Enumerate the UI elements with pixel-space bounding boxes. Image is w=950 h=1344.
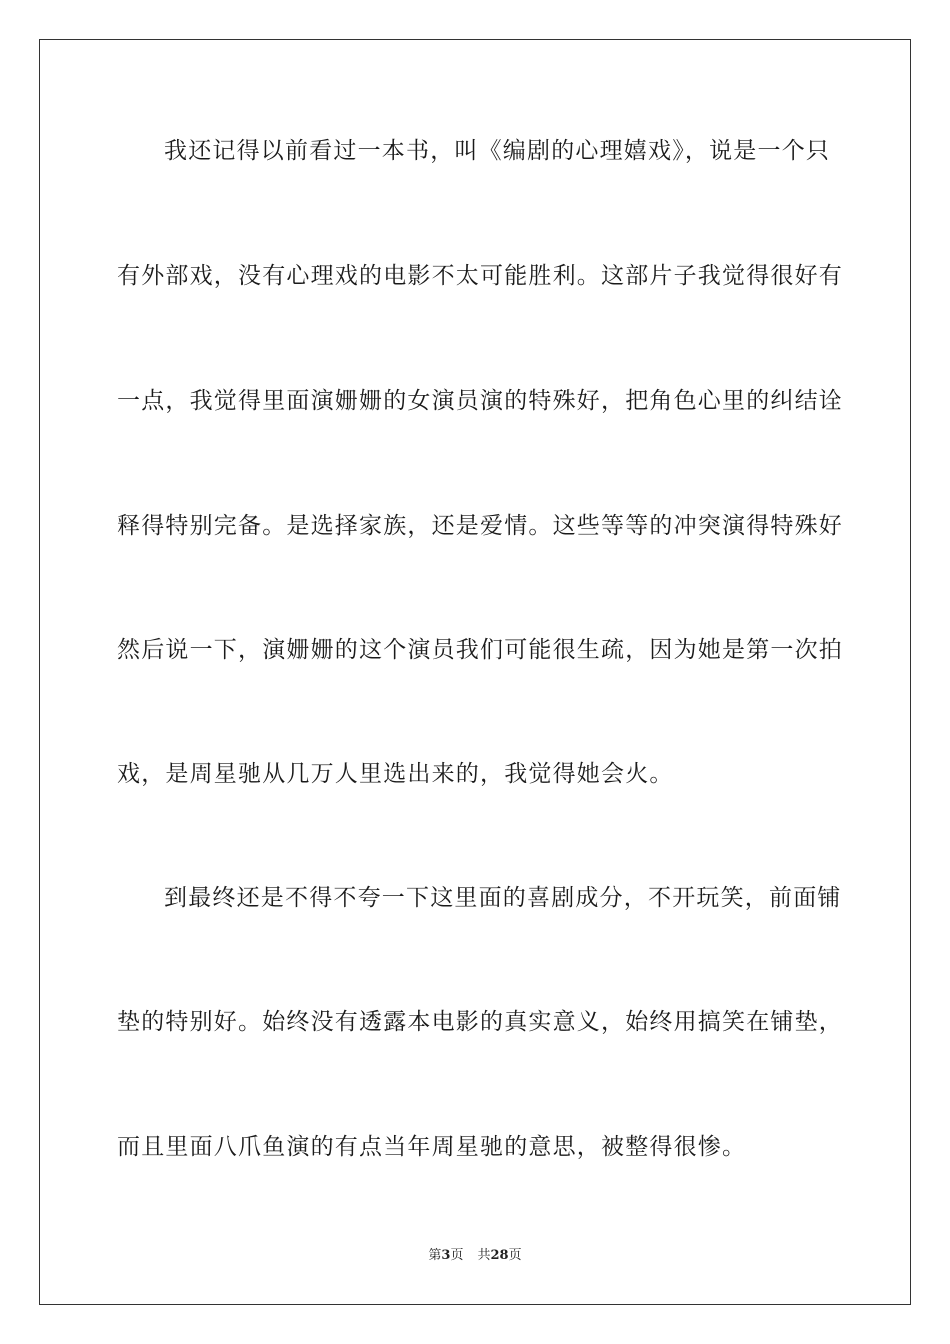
paragraph-1-line-3: 一点，我觉得里面演姗姗的女演员演的特殊好，把角色心里的纠结诠: [117, 388, 843, 414]
page-prefix: 第: [428, 1248, 442, 1263]
paragraph-2-line-1: 到最终还是不得不夸一下这里面的喜剧成分，不开玩笑，前面铺: [164, 885, 842, 911]
page-border: [39, 39, 911, 1305]
paragraph-2-line-2: 垫的特别好。始终没有透露本电影的真实意义，始终用搞笑在铺垫，: [117, 1009, 843, 1035]
paragraph-1-line-2: 有外部戏，没有心理戏的电影不太可能胜利。这部片子我觉得很好有: [117, 263, 843, 289]
total-pages: 28: [490, 1248, 509, 1263]
total-suffix: 页: [508, 1248, 522, 1263]
paragraph-2-line-3: 而且里面八爪鱼演的有点当年周星驰的意思，被整得很惨。: [117, 1134, 747, 1160]
paragraph-1-line-5: 然后说一下，演姗姗的这个演员我们可能很生疏，因为她是第一次拍: [117, 637, 843, 663]
paragraph-1-line-4: 释得特别完备。是选择家族，还是爱情。这些等等的冲突演得特殊好: [117, 513, 843, 539]
paragraph-1-line-1: 我还记得以前看过一本书，叫《编剧的心理嬉戏》，说是一个只: [164, 138, 831, 164]
page-number: 3: [441, 1248, 451, 1263]
page-suffix: 页: [450, 1248, 464, 1263]
paragraph-1-line-6: 戏，是周星驰从几万人里选出来的，我觉得她会火。: [117, 761, 674, 787]
total-prefix: 共: [477, 1248, 491, 1263]
page-footer: [0, 1247, 950, 1265]
